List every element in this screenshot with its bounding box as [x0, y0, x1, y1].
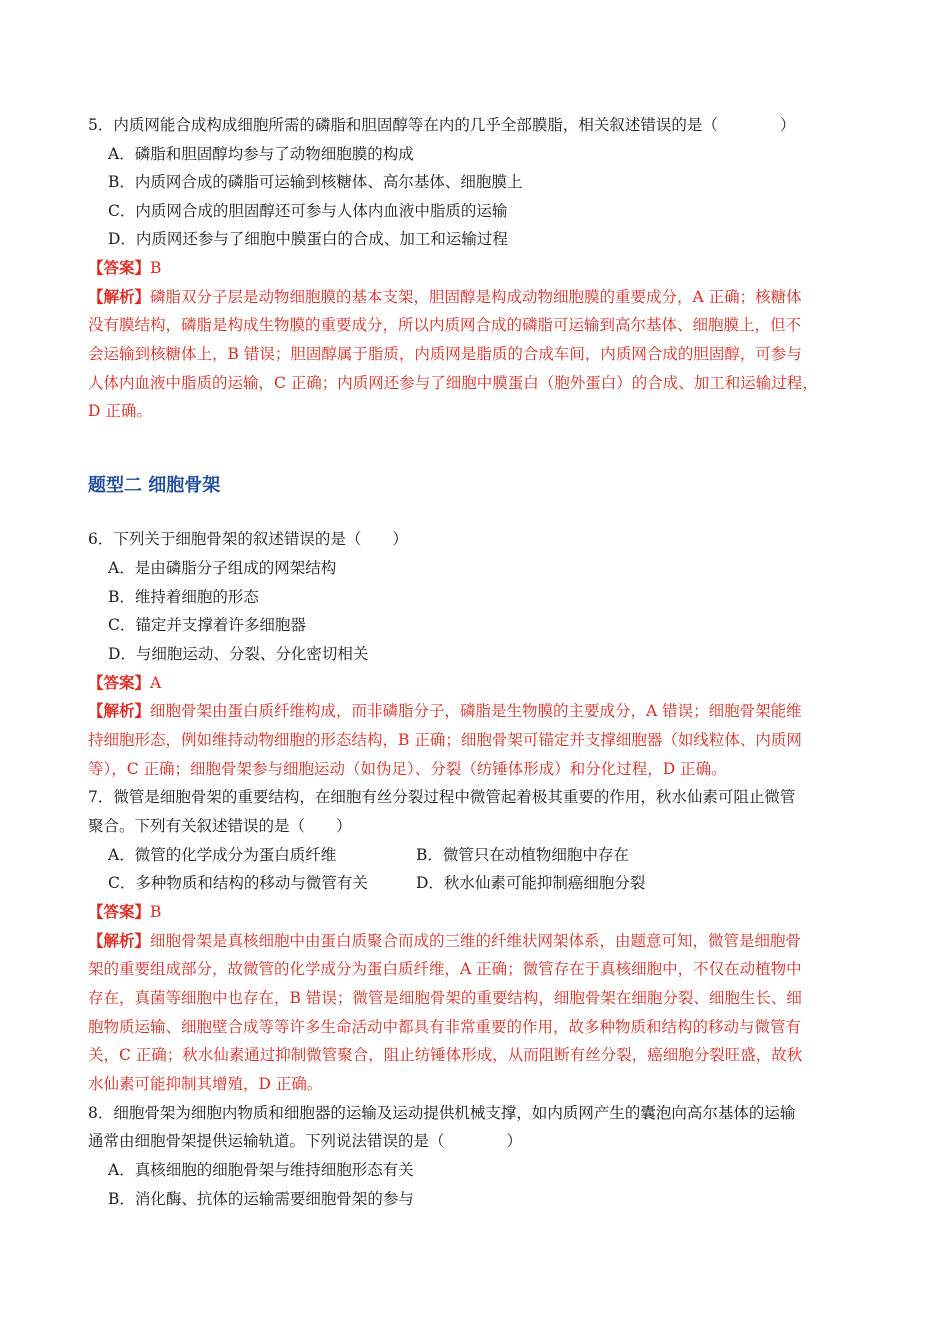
answer-value: B — [150, 903, 162, 921]
q7-option-b: B．微管只在动植物细胞中存在 — [416, 846, 629, 864]
q6-answer — [88, 673, 868, 693]
q5-analysis-line: 没有膜结构，磷脂是构成生物膜的重要成分，所以内质网合成的磷脂可运输到高尔基体、细胞膜上，但不 — [88, 316, 802, 334]
q6-analysis-line — [88, 701, 868, 721]
q7-analysis-line: 关，C 正确；秋水仙素通过抑制微管聚合，阻止纺锤体形成，从而阻断有丝分裂，癌细胞分裂旺盛，故秋 — [88, 1046, 803, 1064]
q6-analysis-line: 等），C 正确；细胞骨架参与细胞运动（如伪足）、分裂（纺锤体形成）和分化过程，D 正确。 — [88, 760, 727, 778]
q7-option-c: C．多种物质和结构的移动与微管有关 — [108, 874, 368, 892]
q8-option-a: A．真核细胞的细胞骨架与维持细胞形态有关 — [108, 1161, 414, 1179]
q7-options-row — [108, 845, 888, 865]
q5-analysis-line — [88, 287, 868, 307]
q6-option-b: B．维持着细胞的形态 — [108, 588, 259, 606]
q7-answer — [88, 902, 868, 922]
q7-analysis-line — [88, 931, 868, 951]
q7-stem-line: 7．微管是细胞骨架的重要结构，在细胞有丝分裂过程中微管起着极其重要的作用，秋水仙素可阻止微管 — [88, 788, 796, 806]
q5-analysis-line: 会运输到核糖体上，B 错误；胆固醇属于脂质，内质网是脂质的合成车间，内质网合成的胆固醇，可参与 — [88, 345, 802, 363]
q6-stem: 6．下列关于细胞骨架的叙述错误的是（ ） — [88, 530, 408, 548]
answer-value: B — [150, 259, 162, 277]
q5-analysis-line: 人体内血液中脂质的运输，C 正确；内质网还参与了细胞中膜蛋白（胞外蛋白）的合成、加工和运输过程， — [88, 374, 818, 392]
analysis-label: 【解析】 — [88, 931, 151, 950]
q7-analysis-line: 架的重要组成部分，故微管的化学成分为蛋白质纤维，A 正确；微管存在于真核细胞中，不仅在动植物中 — [88, 960, 802, 978]
analysis-label: 【解析】 — [88, 701, 151, 720]
analysis-text: 磷脂双分子层是动物细胞膜的基本支架，胆固醇是构成动物细胞膜的重要成分，A 正确；核糖体 — [150, 288, 802, 306]
q8-stem-line: 8．细胞骨架为细胞内物质和细胞器的运输及运动提供机械支撑，如内质网产生的囊泡向高尔基体的运输 — [88, 1104, 796, 1122]
q7-option-a: A．微管的化学成分为蛋白质纤维 — [108, 846, 337, 864]
q7-option-d: D．秋水仙素可能抑制癌细胞分裂 — [416, 874, 646, 892]
q5-option-a: A．磷脂和胆固醇均参与了动物细胞膜的构成 — [108, 145, 414, 163]
q7-options-row — [108, 873, 888, 893]
section-title: 题型二 细胞骨架 — [88, 475, 221, 496]
analysis-text: 细胞骨架是真核细胞中由蛋白质聚合而成的三维的纤维状网架体系，由题意可知，微管是细胞骨 — [150, 932, 802, 950]
answer-value: A — [150, 674, 162, 692]
analysis-label: 【解析】 — [88, 287, 151, 306]
q6-analysis-line: 持细胞形态，例如维持动物细胞的形态结构，B 正确；细胞骨架可锚定并支撑细胞器（如线粒体、内质网 — [88, 731, 802, 749]
q8-stem-line: 通常由细胞骨架提供运输轨道。下列说法错误的是（ ） — [88, 1132, 523, 1150]
q6-option-c: C．锚定并支撑着许多细胞器 — [108, 616, 306, 634]
q5-option-c: C．内质网合成的胆固醇还可参与人体内血液中脂质的运输 — [108, 202, 508, 220]
q5-option-d: D．内质网还参与了细胞中膜蛋白的合成、加工和运输过程 — [108, 230, 508, 248]
answer-label: 【答案】 — [88, 673, 151, 692]
answer-label: 【答案】 — [88, 902, 151, 921]
q6-option-a: A．是由磷脂分子组成的网架结构 — [108, 559, 337, 577]
q6-option-d: D．与细胞运动、分裂、分化密切相关 — [108, 645, 369, 663]
q5-analysis-line: D 正确。 — [88, 402, 152, 420]
q7-analysis-line: 胞物质运输、细胞壁合成等等许多生命活动中都具有非常重要的作用，故多种物质和结构的移动与微管有 — [88, 1018, 802, 1036]
q7-analysis-line: 存在，真菌等细胞中也存在，B 错误；微管是细胞骨架的重要结构，细胞骨架在细胞分裂、细胞生长、细 — [88, 989, 802, 1007]
q7-stem-line: 聚合。下列有关叙述错误的是（ ） — [88, 817, 352, 835]
q7-analysis-line: 水仙素可能抑制其增殖，D 正确。 — [88, 1075, 323, 1093]
q8-option-b: B．消化酶、抗体的运输需要细胞骨架的参与 — [108, 1190, 414, 1208]
answer-label: 【答案】 — [88, 258, 151, 277]
q5-option-b: B．内质网合成的磷脂可运输到核糖体、高尔基体、细胞膜上 — [108, 173, 523, 191]
q5-answer — [88, 258, 868, 278]
q5-stem: 5．内质网能合成构成细胞所需的磷脂和胆固醇等在内的几乎全部膜脂，相关叙述错误的是（ ） — [88, 116, 796, 134]
analysis-text: 细胞骨架由蛋白质纤维构成，而非磷脂分子，磷脂是生物膜的主要成分，A 错误；细胞骨架能维 — [150, 702, 802, 720]
